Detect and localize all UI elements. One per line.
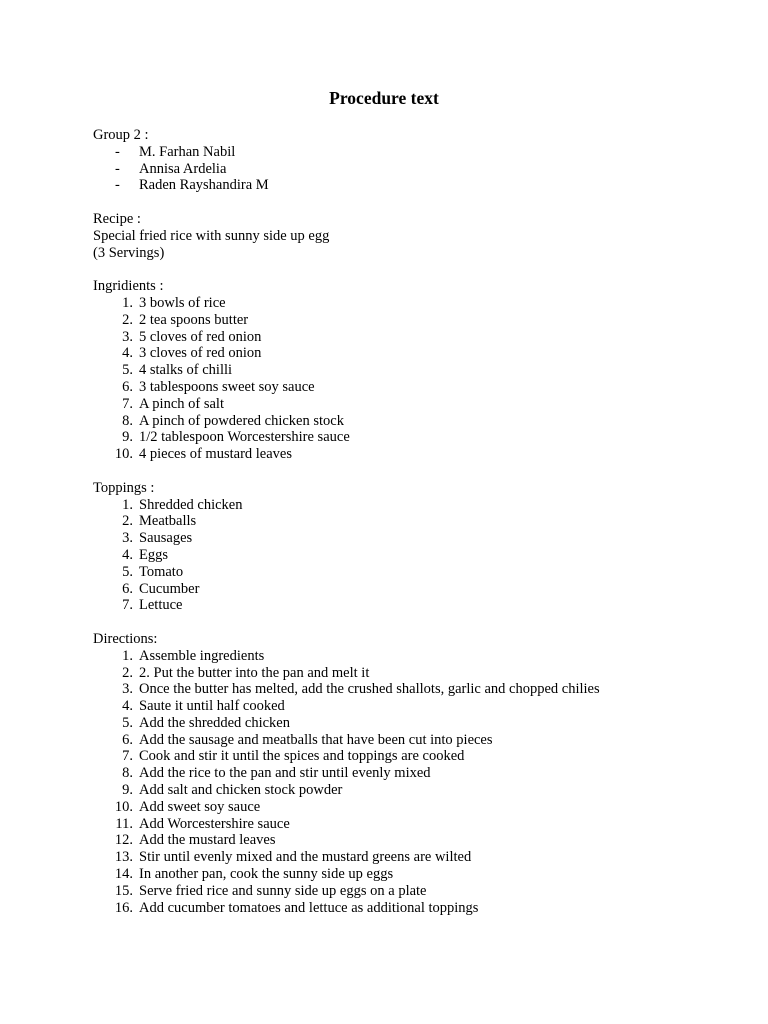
list-item-text: 4 stalks of chilli <box>139 362 233 379</box>
list-item-text: Lettuce <box>139 597 183 614</box>
list-item-text: Serve fried rice and sunny side up eggs on a plate <box>139 882 427 899</box>
list-item <box>93 497 733 514</box>
list-number-marker: 16. <box>114 899 133 916</box>
list-item-text: Eggs <box>139 546 168 563</box>
list-item <box>93 883 733 900</box>
list-item <box>93 681 733 698</box>
list-item-text: 5 cloves of red onion <box>139 328 262 345</box>
directions-heading: Directions: <box>93 630 158 647</box>
list-item-text: 4 pieces of mustard leaves <box>139 446 293 463</box>
list-item <box>93 832 733 849</box>
list-item <box>93 564 733 581</box>
list-item <box>93 312 733 329</box>
list-item-text: Stir until evenly mixed and the mustard greens are wilted <box>139 849 472 866</box>
group-member-list <box>93 144 733 194</box>
list-number-marker: 1. <box>122 496 133 513</box>
list-number-marker: 8. <box>122 765 133 782</box>
list-item <box>93 732 733 749</box>
list-number-marker: 9. <box>122 782 133 799</box>
list-item <box>93 429 733 446</box>
list-item-text: Shredded chicken <box>139 496 243 513</box>
list-item-text: 3 tablespoons sweet soy sauce <box>139 378 315 395</box>
page-title: Procedure text <box>329 88 439 108</box>
list-item <box>93 816 733 833</box>
list-number-marker: 5. <box>122 362 133 379</box>
list-item <box>93 665 733 682</box>
list-item <box>93 144 733 161</box>
list-number-marker: 11. <box>115 815 133 832</box>
list-item-text: Raden Rayshandira M <box>139 177 269 194</box>
document-body <box>93 127 733 933</box>
list-item <box>93 597 733 614</box>
list-number-marker: 6. <box>122 731 133 748</box>
list-item <box>93 866 733 883</box>
recipe-servings: (3 Servings) <box>93 244 165 261</box>
list-item <box>93 698 733 715</box>
list-item-text: Assemble ingredients <box>139 647 265 664</box>
list-item-text: 2. Put the butter into the pan and melt it <box>139 664 370 681</box>
group-heading: Group 2 : <box>93 127 149 143</box>
list-number-marker: 14. <box>114 866 133 883</box>
list-number-marker: 4. <box>122 345 133 362</box>
list-number-marker: 9. <box>122 429 133 446</box>
list-number-marker: 6. <box>122 378 133 395</box>
toppings-list <box>93 497 733 615</box>
list-item <box>93 799 733 816</box>
list-number-marker: 5. <box>122 563 133 580</box>
list-number-marker: 15. <box>114 882 133 899</box>
list-number-marker: 7. <box>122 748 133 765</box>
directions-section <box>93 631 733 917</box>
list-item-text: Add Worcestershire sauce <box>139 815 290 832</box>
list-item <box>93 715 733 732</box>
list-item <box>93 547 733 564</box>
list-number-marker: 2. <box>122 664 133 681</box>
list-item-text: 3 bowls of rice <box>139 294 226 311</box>
list-item <box>93 362 733 379</box>
list-number-marker: 4. <box>122 698 133 715</box>
list-dash-marker: - <box>115 177 120 194</box>
list-item <box>93 849 733 866</box>
list-dash-marker: - <box>115 143 120 160</box>
list-number-marker: 4. <box>122 546 133 563</box>
list-item-text: Add salt and chicken stock powder <box>139 782 343 799</box>
list-item-text: Meatballs <box>139 513 197 530</box>
list-item-text: Add the rice to the pan and stir until evenly mixed <box>139 765 431 782</box>
toppings-heading: Toppings : <box>93 479 155 496</box>
list-item-text: Tomato <box>139 563 184 580</box>
list-item <box>93 648 733 665</box>
list-item <box>93 329 733 346</box>
list-number-marker: 10. <box>114 798 133 815</box>
list-item-text: Add the sausage and meatballs that have been cut into pieces <box>139 731 493 748</box>
ingredients-heading: Ingridients : <box>93 278 164 295</box>
directions-list <box>93 648 733 917</box>
list-item-text: Saute it until half cooked <box>139 698 285 715</box>
list-item-text: 1/2 tablespoon Worcestershire sauce <box>139 429 350 446</box>
list-number-marker: 2. <box>122 311 133 328</box>
list-item-text: Cook and stir it until the spices and toppings are cooked <box>139 748 465 765</box>
list-dash-marker: - <box>115 160 120 177</box>
list-item-text: A pinch of salt <box>139 395 224 412</box>
list-item <box>93 177 733 194</box>
list-item <box>93 295 733 312</box>
list-number-marker: 8. <box>122 412 133 429</box>
list-item-text: Once the butter has melted, add the crushed shallots, garlic and chopped chilies <box>139 681 600 698</box>
list-item-text: Add sweet soy sauce <box>139 798 261 815</box>
list-item-text: In another pan, cook the sunny side up eggs <box>139 866 394 883</box>
recipe-name: Special fried rice with sunny side up egg <box>93 227 330 244</box>
list-number-marker: 13. <box>114 849 133 866</box>
list-item <box>93 379 733 396</box>
list-number-marker: 6. <box>122 580 133 597</box>
list-number-marker: 3. <box>122 681 133 698</box>
list-item <box>93 161 733 178</box>
list-item <box>93 748 733 765</box>
list-item-text: 2 tea spoons butter <box>139 311 249 328</box>
list-item <box>93 413 733 430</box>
list-item-text: M. Farhan Nabil <box>139 143 236 160</box>
list-item <box>93 900 733 917</box>
list-item-text: 3 cloves of red onion <box>139 345 262 362</box>
list-number-marker: 10. <box>114 446 133 463</box>
list-number-marker: 5. <box>122 714 133 731</box>
ingredients-list <box>93 295 733 463</box>
list-number-marker: 3. <box>122 530 133 547</box>
list-number-marker: 1. <box>122 294 133 311</box>
list-item-text: Annisa Ardelia <box>139 160 227 177</box>
list-item <box>93 530 733 547</box>
list-item <box>93 581 733 598</box>
list-item-text: Add cucumber tomatoes and lettuce as additional toppings <box>139 899 479 916</box>
list-number-marker: 1. <box>122 647 133 664</box>
ingredients-section <box>93 278 733 463</box>
list-number-marker: 12. <box>114 832 133 849</box>
list-item-text: Sausages <box>139 530 193 547</box>
list-item <box>93 396 733 413</box>
toppings-section <box>93 480 733 614</box>
recipe-heading: Recipe : <box>93 210 141 227</box>
list-item <box>93 513 733 530</box>
list-item-text: Cucumber <box>139 580 200 597</box>
list-number-marker: 2. <box>122 513 133 530</box>
list-item-text: Add the shredded chicken <box>139 714 290 731</box>
list-item-text: Add the mustard leaves <box>139 832 276 849</box>
group-section <box>93 127 733 194</box>
list-item-text: A pinch of powdered chicken stock <box>139 412 344 429</box>
list-item <box>93 782 733 799</box>
list-item <box>93 446 733 463</box>
list-number-marker: 7. <box>122 395 133 412</box>
list-number-marker: 7. <box>122 597 133 614</box>
list-number-marker: 3. <box>122 328 133 345</box>
list-item <box>93 345 733 362</box>
list-item <box>93 765 733 782</box>
recipe-section <box>93 211 733 261</box>
